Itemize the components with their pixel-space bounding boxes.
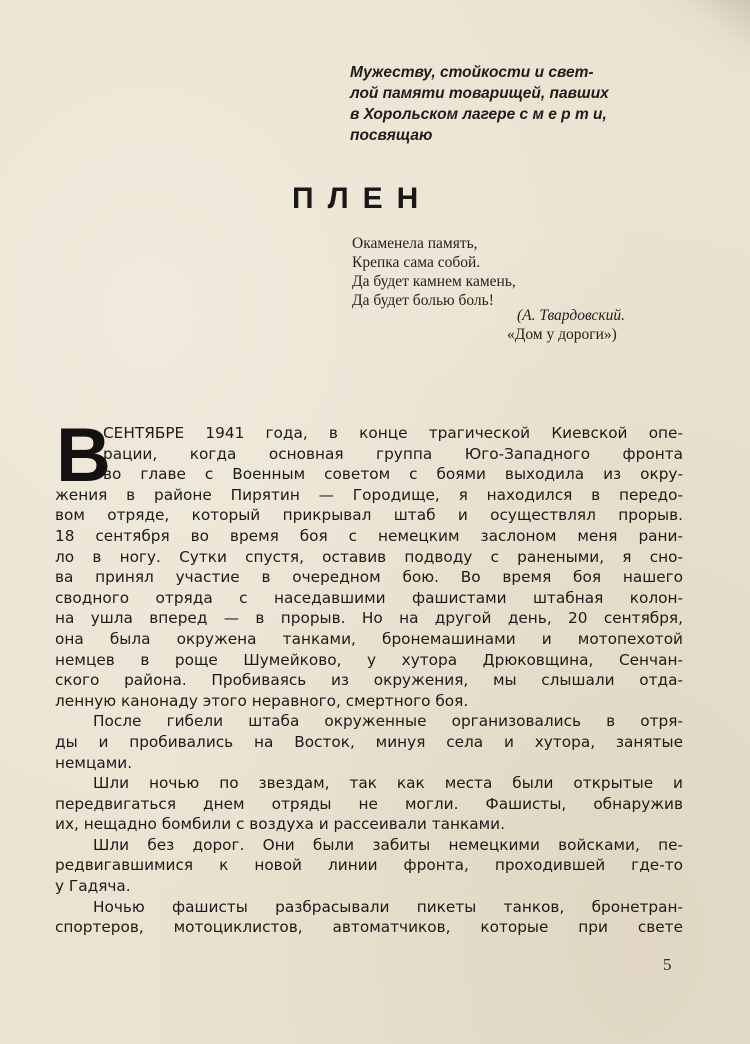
text-line: на ушла вперед — в прорыв. Но на другой день, 20 сентября, xyxy=(55,609,683,628)
text-line: ва принял участие в очередном бою. Во время боя нашего xyxy=(55,568,683,587)
text-line: жения в районе Пирятин — Городище, я находился в передо- xyxy=(55,485,683,504)
epigraph-author: (А. Твардовский. xyxy=(517,307,625,324)
body-text xyxy=(55,423,683,938)
epigraph-line: Окаменела память, xyxy=(352,235,478,252)
text-line: сводного отряда с наседавшими фашистами штабная колон- xyxy=(55,588,683,607)
text-line: ского района. Пробиваясь из окружения, мы слышали отда- xyxy=(55,671,683,690)
epigraph-line: Да будет камнем камень, xyxy=(352,273,516,290)
text-line: После гибели штаба окруженные организовались в отря- xyxy=(93,712,683,731)
text-line: рации, когда основная группа Юго-Западного фронта xyxy=(103,444,683,463)
text-line: немцев в роще Шумейково, у хутора Дрюковщина, Сенчан- xyxy=(55,650,683,669)
torn-corner xyxy=(640,0,750,70)
epigraph-line: Да будет болью боль! xyxy=(352,292,494,309)
text-line: вом отряде, который прикрывал штаб и осуществлял прорыв. xyxy=(55,506,683,525)
text-line: у Гадяча. xyxy=(55,877,131,896)
text-line: ды и пробивались на Восток, минуя села и хутора, занятые xyxy=(55,732,683,751)
text-line: Ночью фашисты разбрасывали пикеты танков, бронетран- xyxy=(93,897,683,916)
drop-cap: В xyxy=(56,413,111,498)
dedication xyxy=(350,62,670,146)
text-line: спортеров, мотоциклистов, автоматчиков, которые при свете xyxy=(55,918,683,937)
text-line: 18 сентября во время боя с немецким заслоном меня рани- xyxy=(55,526,683,545)
text-line: Шли без дорог. Они были забиты немецкими войсками, пе- xyxy=(93,835,683,854)
text-line: во главе с Военным советом с боями выходила из окру- xyxy=(103,465,683,484)
dedication-line: посвящаю xyxy=(350,127,433,144)
text-line: она была окружена танками, бронемашинами и мотопехотой xyxy=(55,629,683,648)
text-line: редвигавшимися к новой линии фронта, проходившей где-то xyxy=(55,856,683,875)
dedication-line: лой памяти товарищей, павших xyxy=(350,85,609,102)
chapter-title: ПЛЕН xyxy=(292,182,433,215)
text-line: передвигаться днем отряды не могли. Фашисты, обнаружив xyxy=(55,794,683,813)
text-line: СЕНТЯБРЕ 1941 года, в конце трагической Киевской опе- xyxy=(103,424,683,442)
page-number: 5 xyxy=(663,955,672,974)
text-line: ло в ногу. Сутки спустя, оставив подводу с ранеными, я сно- xyxy=(55,547,683,566)
text-line: их, нещадно бомбили с воздуха и рассеивали танками. xyxy=(55,815,505,834)
epigraph-source: «Дом у дороги») xyxy=(507,326,617,343)
dedication-line: в Хорольском лагере с м е р т и, xyxy=(350,106,607,123)
epigraph xyxy=(352,234,672,343)
epigraph-line: Крепка сама собой. xyxy=(352,254,481,271)
text-line: немцами. xyxy=(55,753,133,772)
dedication-line: Мужеству, стойкости и свет- xyxy=(350,64,594,81)
text-line: Шли ночью по звездам, так как места были открытые и xyxy=(93,774,683,793)
text-line: ленную канонаду этого неравного, смертного боя. xyxy=(55,691,469,710)
